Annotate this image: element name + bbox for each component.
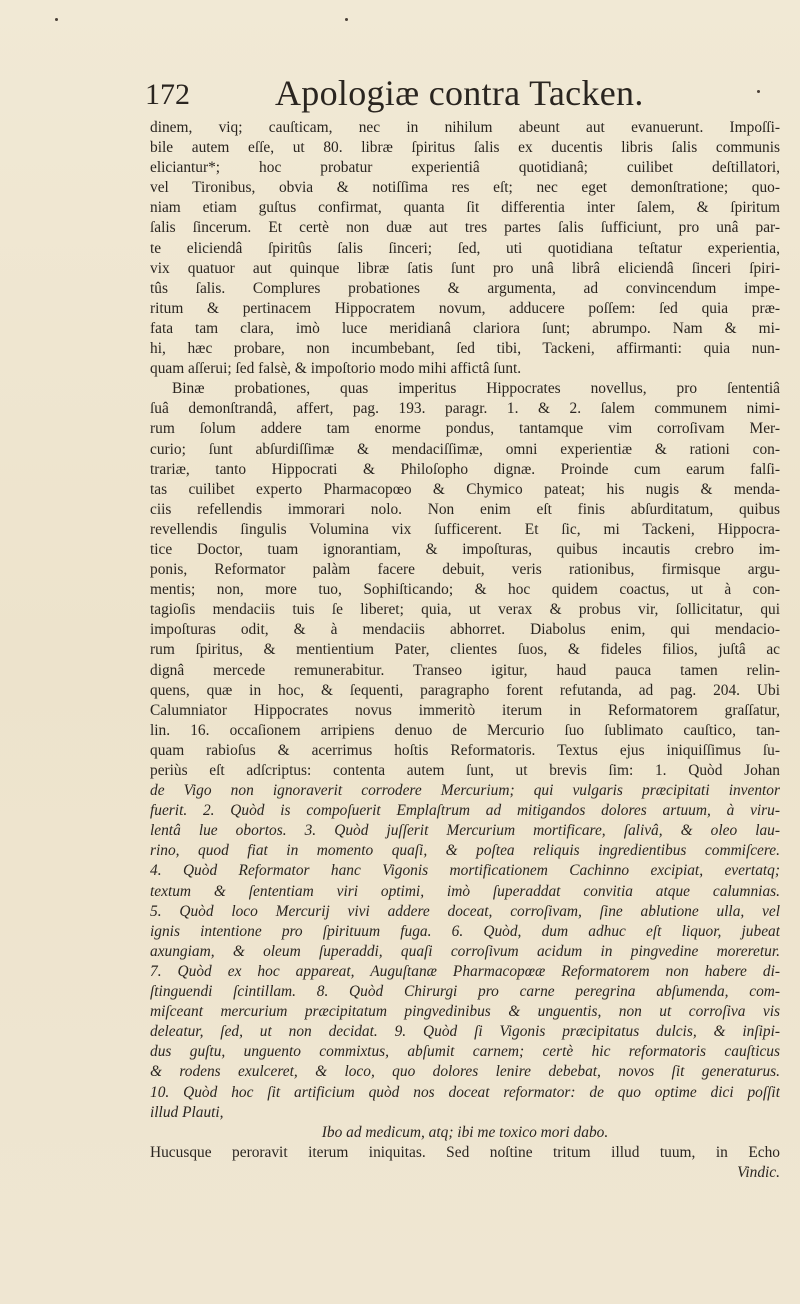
text-line: rum ſpiritus, & mentientium Pater, clientes ſuos, & fideles filios, juſtâ ac bbox=[150, 641, 780, 659]
text-line: te eliciendâ ſpiritûs ſalis ſinceri; ſed, uti quotidiana teſtatur experientia, bbox=[150, 239, 780, 257]
text-line: ciis refellendis immorari nolo. Non enim eſt finis abſurditatum, quibus bbox=[150, 500, 780, 518]
text-line: trariæ, tanto Hippocrati & Philoſopho dignæ. Proinde cum earum falſi- bbox=[150, 460, 780, 478]
text-line: 5. Quòd loco Mercurij vivi addere doceat, corroſivam, ſine ablutione ulla, vel bbox=[150, 902, 780, 920]
text-line: dus guſtu, unguento commixtus, abſumit carnem; certè hic reformatoris cauſticus bbox=[150, 1043, 780, 1061]
text-line: illud Plauti, bbox=[150, 1103, 224, 1121]
text-line: hi, hæc probare, non incumbebant, ſed tibi, Tackeni, affirmanti: quia nun- bbox=[150, 340, 780, 358]
text-line: dignâ mercede remunerabitur. Transeo igitur, haud pauca tamen relin- bbox=[150, 661, 780, 679]
text-line: quam rabioſus & acerrimus hoſtis Reformatoris. Textus ejus iniquiſſimus ſu- bbox=[150, 741, 780, 759]
text-line: axungiam, & oleum ſuperaddi, quaſi corroſivum acidum in pingvedine moreretur. bbox=[150, 942, 780, 960]
text-line: fuerit. 2. Quòd is compoſuerit Emplaſtrum ad mitigandos dolores artuum, à viru- bbox=[150, 802, 780, 820]
text-line: ritum & pertinacem Hippocratem novum, adducere poſſem: ſed quia præ- bbox=[150, 299, 780, 317]
text-line: tas cuilibet experto Pharmacopœo & Chymico pateat; his nugis & menda- bbox=[150, 480, 780, 498]
text-line: 7. Quòd ex hoc appareat, Auguſtanæ Pharmacopœæ Reformatorem non habere di- bbox=[150, 962, 780, 980]
text-line: ignis intentione pro ſpirituum fuga. 6. Quòd, dum adhuc eſt liquor, jubeat bbox=[150, 922, 780, 940]
text-line: mentis; non, more tuo, Sophiſticando; & hoc quidem coactus, ut à con- bbox=[150, 581, 780, 599]
page-number: 172 bbox=[145, 78, 190, 111]
text-line: periùs eſt adſcriptus: contenta autem ſunt, ut brevis ſim: 1. Quòd Johan bbox=[150, 762, 780, 779]
text-line: lin. 16. occaſionem arripiens denuo de Mercurio ſuo ſublimato cauſtico, tan- bbox=[150, 721, 780, 739]
text-line: textum & ſententiam viri optimi, imò ſuperaddat convitia atque calumnias. bbox=[150, 882, 780, 900]
text-line: 10. Quòd hoc ſit artificium quòd nos doceat reformator: de quo optime dici poſſit bbox=[150, 1083, 780, 1101]
text-line: de Vigo non ignoraverit corrodere Mercurium; qui vulgaris præcipitati inventor bbox=[150, 782, 780, 800]
page-header bbox=[145, 70, 785, 120]
text-line: curio; ſunt abſurdiſſimæ & mendaciſſimæ, omni experientiæ & rationi con- bbox=[150, 440, 780, 458]
text-line: ponis, Reformator palàm facere debuit, veris rationibus, firmisque argu- bbox=[150, 561, 780, 579]
text-line: ſtinguendi ſcintillam. 8. Quòd Chirurgi pro carne peregrina abſumenda, com- bbox=[150, 983, 780, 1001]
text-line: lentâ lue obortos. 3. Quòd juſſerit Mercurium mortificare, ſalivâ, & oleo lau- bbox=[150, 822, 780, 840]
text-line: & rodens exulceret, & loco, quo dolores lenire debebat, novos ſit generaturus. bbox=[150, 1063, 780, 1081]
text-line: Binæ probationes, quas imperitus Hippocrates novellus, pro ſententiâ bbox=[172, 380, 780, 398]
ink-speck bbox=[55, 18, 58, 21]
text-line: revellendis ſingulis Volumina vix ſufficerent. Et ſic, mi Tackeni, Hippocra- bbox=[150, 520, 780, 538]
verse-quote: Ibo ad medicum, atq; ibi me toxico mori dabo. bbox=[321, 1123, 609, 1141]
text-line: tice Doctor, tuam ignorantiam, & impoſturas, quibus incautis crebro im- bbox=[150, 540, 780, 558]
text-line: vel Tironibus, obvia & notiſſima res eſt; nec eget demonſtratione; quo- bbox=[150, 179, 780, 197]
text-line: bile autem eſſe, ut 80. libræ ſpiritus ſalis ex ducentis libris ſalis communis bbox=[150, 139, 780, 157]
text-line: 4. Quòd Reformator hanc Vigonis mortificationem Cachinno excipiat, evertatq; bbox=[150, 862, 780, 880]
text-line: rino, quod fiat in momento quaſi, & poſtea reliquis ingredientibus commiſcere. bbox=[150, 842, 780, 860]
text-line: Calumniator Hippocrates novus immeritò iterum in Reformatorem graſſatur, bbox=[150, 701, 780, 719]
body-text bbox=[150, 118, 780, 1183]
text-line: eliciantur*; hoc probatur experientiâ quotidianâ; cuilibet deſtillatori, bbox=[150, 159, 780, 177]
text-line: miſceant mercurium præcipitatum pingvedinibus & unguentis, non ut corroſiva vis bbox=[150, 1003, 780, 1021]
text-line: fata tam clara, imò luce meridianâ clariora ſunt; abrumpo. Nam & mi- bbox=[150, 319, 780, 337]
text-line: ſalis ſincerum. Et certè non duæ aut tres partes ſalis ſufficiunt, pro unâ par- bbox=[150, 219, 780, 237]
text-line: quens, quæ in hoc, & ſequenti, paragrapho forent refutanda, ad pag. 204. Ubi bbox=[150, 681, 780, 699]
text-line: tagioſis mendaciis tuis ſe liberet; quia, ut verax & probus vir, ſollicitatur, qui bbox=[150, 601, 780, 619]
text-line: vix quatuor aut quinque libræ ſatis ſunt pro unâ librâ eliciendâ ſinceri ſpiri- bbox=[150, 259, 780, 277]
catchword: Vindic. bbox=[737, 1163, 780, 1181]
text-line: ſuâ demonſtrandâ, affert, pag. 193. paragr. 1. & 2. ſalem communem nimi- bbox=[150, 400, 780, 418]
text-line: impoſturas odit, & à mendaciis abhorret. Diabolus enim, qui mendacio- bbox=[150, 621, 780, 639]
running-title: Apologiæ contra Tacken. bbox=[275, 73, 644, 113]
text-line: tûs ſalis. Complures probationes & argumenta, ad convincendum impe- bbox=[150, 279, 780, 297]
text-line: deleatur, ſed, ut non decidat. 9. Quòd ſi Vigonis præcipitatus dulcis, & inſipi- bbox=[150, 1023, 780, 1041]
text-line: quam aſſerui; ſed falsè, & impoſtorio modo mihi affictâ ſunt. bbox=[150, 360, 522, 378]
text-line: rum ſolum addere tam enorme pondus, tantamque vim corroſivam Mer- bbox=[150, 420, 780, 438]
text-line: Hucusque peroravit iterum iniquitas. Sed noſtine tritum illud tuum, in Echo bbox=[150, 1143, 780, 1161]
ink-speck bbox=[345, 18, 348, 21]
text-line: niam etiam guſtus confirmat, quanta ſit differentia inter ſalem, & ſpiritum bbox=[150, 199, 780, 217]
text-line: dinem, viq; cauſticam, nec in nihilum abeunt aut evanuerunt. Impoſſi- bbox=[150, 119, 780, 136]
